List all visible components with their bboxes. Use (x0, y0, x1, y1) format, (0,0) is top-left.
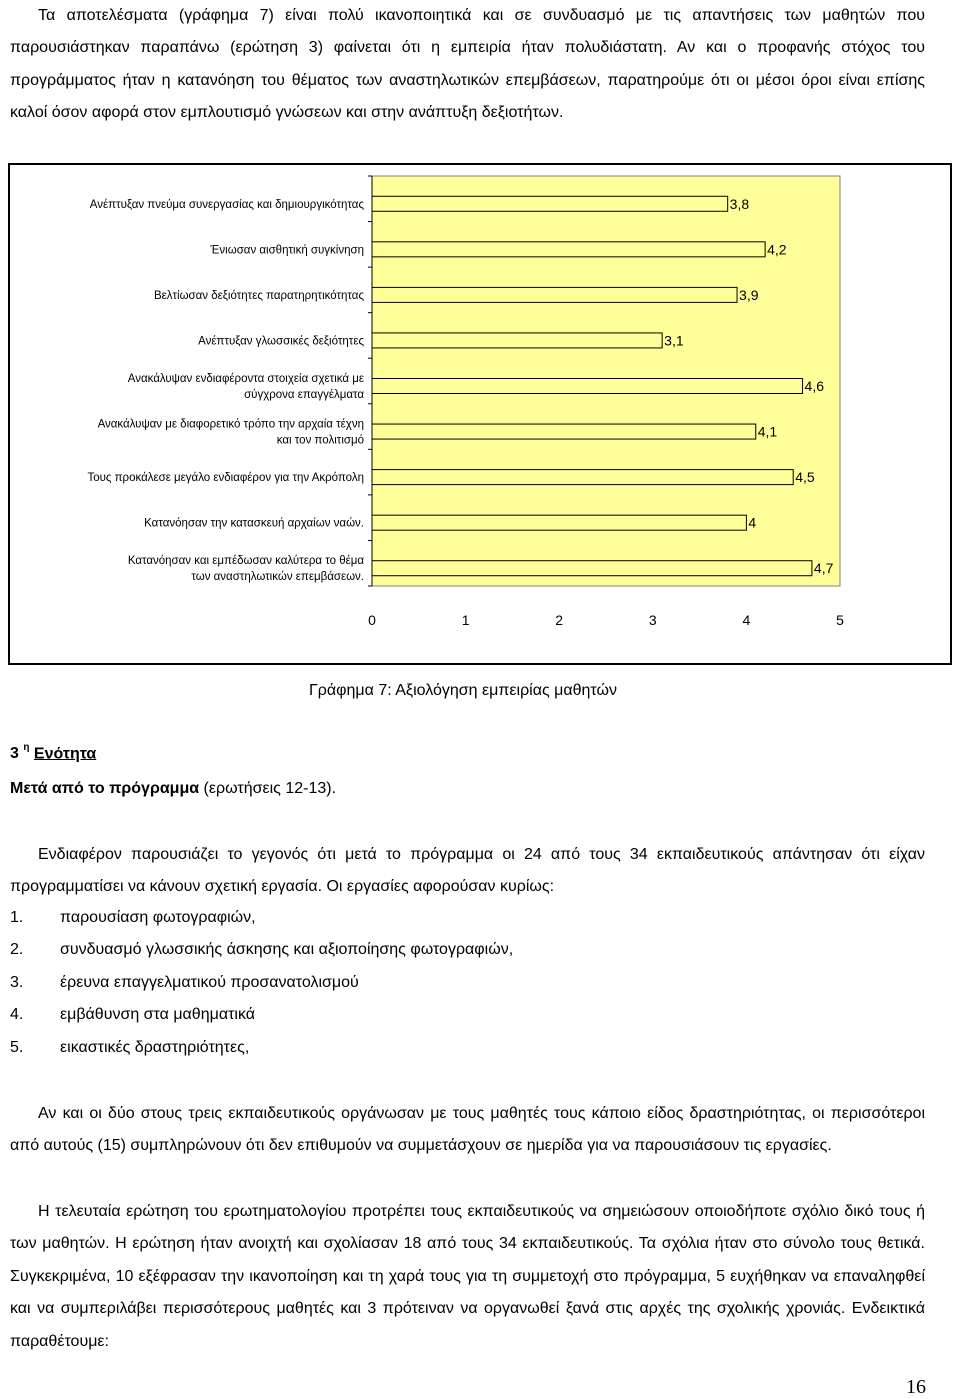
paragraph-3: Αν και οι δύο στους τρεις εκπαιδευτικούς οργάνωσαν με τους μαθητές τους κάποιο είδος δραστηριότητας, οι περισσότεροι από αυτούς (15) συμπληρώνουν ότι δεν επιθυμούν να συμμετάσχουν σε ημερίδα για να παρουσιάσουν τις εργασίες. (10, 1105, 925, 1155)
activities-list (10, 902, 513, 1064)
bar (372, 333, 662, 348)
x-tick-label: 2 (555, 612, 564, 628)
sub-heading-rest: (ερωτήσεις 12-13). (203, 780, 337, 797)
page-number: 16 (906, 1376, 926, 1398)
section-number: 3 (10, 745, 19, 763)
category-label: Ένιωσαν αισθητική συγκίνηση (210, 244, 364, 257)
bar-value-label: 4 (748, 514, 757, 531)
bar-chart (10, 165, 950, 663)
x-tick-label: 1 (461, 612, 470, 628)
sub-heading-bold: Μετά από το πρόγραμμα (10, 780, 200, 797)
intro-paragraph: Τα αποτελέσματα (γράφημα 7) είναι πολύ ικανοποιητικά και σε συνδυασμό με τις απαντήσεις των μαθητών που παρουσιάστηκαν παραπάνω (ερώτηση 3) φαίνεται ότι η εμπειρία ήταν πολυδιάστατη. Αν και ο προφανής στόχος του προγράμματος ήταν η κατανόηση του θέματος των αναστηλωτικών επεμβάσεων, παρατηρούμε ότι οι μέσοι όροι είναι επίσης καλοί όσον αφορά στον εμπλουτισμό γνώσεων και στην ανάπτυξη δεξιοτήτων. (10, 7, 925, 122)
x-tick-label: 4 (742, 612, 751, 628)
sub-heading (10, 780, 336, 798)
list-item: 2. συνδυασμό γλωσσικής άσκησης και αξιοποίησης φωτογραφιών, (10, 941, 514, 959)
bar-value-label: 4,1 (757, 423, 778, 440)
category-label: Ανακάλυψαν με διαφορετικό τρόπο την αρχαία τέχνη και τον πολιτισμό (97, 418, 364, 447)
bar (372, 196, 728, 211)
bar (372, 242, 765, 257)
list-item: 3. έρευνα επαγγελματικού προσανατολισμού (10, 973, 359, 991)
list-item: 4. εμβάθυνση στα μαθηματικά (10, 1006, 255, 1024)
bar-value-label: 4,6 (804, 378, 825, 394)
list-item: 1. παρουσίαση φωτογραφιών, (10, 909, 256, 926)
bar (372, 287, 737, 302)
x-tick-label: 0 (368, 612, 376, 628)
section-heading (10, 744, 96, 763)
x-tick-label: 5 (836, 612, 844, 628)
chart-frame (8, 163, 952, 665)
bar (372, 561, 812, 576)
category-label: Ανέπτυξαν γλωσσικές δεξιότητες (198, 335, 364, 348)
bar (372, 515, 746, 530)
section-title: Ενότητα (33, 745, 97, 763)
category-label: Κατανόησαν την κατασκευή αρχαίων ναών. (144, 517, 364, 530)
section-superscript: η (23, 742, 30, 753)
bar-value-label: 4,7 (813, 560, 834, 577)
x-tick-label: 3 (648, 612, 657, 628)
category-label: Τους προκάλεσε μεγάλο ενδιαφέρον για την Ακρόπολη (87, 472, 364, 485)
bar-value-label: 3,8 (729, 195, 750, 212)
figure-caption: Γράφημα 7: Αξιολόγηση εμπειρίας μαθητών (308, 682, 617, 699)
bar (372, 379, 803, 394)
bar-value-label: 3,1 (664, 332, 684, 349)
bar-value-label: 4,2 (767, 241, 787, 258)
bar (372, 470, 793, 485)
bar-value-label: 3,9 (739, 286, 759, 303)
paragraph-4: Η τελευταία ερώτηση του ερωτηματολογίου προτρέπει τους εκπαιδευτικούς να σημειώσουν οποιοδήποτε σχόλιο δικό τους ή των μαθητών. Η ερώτηση ήταν ανοιχτή και σχολίασαν 18 από τους 34 εκπαιδευτικούς. Τα σχόλια ήταν στο σύνολο τους θετικά. Συγκεκριμένα, 10 εξέφρασαν την ικανοποίηση και τη χαρά τους για τη συμμετοχή στο πρόγραμμα, 5 ευχήθηκαν να επαναληφθεί και να συμπεριλάβει περισσότερους μαθητές και 3 πρότειναν να οργανωθεί ξανά στις αρχές της σχολικής χρονιάς. Ενδεικτικά παραθέτουμε: (10, 1203, 925, 1350)
bar (372, 424, 756, 439)
category-label: Ανέπτυξαν πνεύμα συνεργασίας και δημιουργικότητας (89, 198, 364, 211)
paragraph-2: Ενδιαφέρον παρουσιάζει το γεγονός ότι μετά το πρόγραμμα οι 24 από τους 34 εκπαιδευτικούς απάντησαν ότι είχαν προγραμματίσει να κάνουν σχετική εργασία. Οι εργασίες αφορούσαν κυρίως: (10, 846, 925, 896)
list-item: 5. εικαστικές δραστηριότητες, (10, 1038, 250, 1056)
bar-value-label: 4,5 (795, 469, 815, 486)
category-label: Ανακάλυψαν ενδιαφέροντα στοιχεία σχετικά με σύγχρονα επαγγέλματα (127, 373, 364, 401)
category-label: Βελτίωσαν δεξιότητες παρατηρητικότητας (153, 289, 364, 302)
category-label: Κατανόησαν και εμπέδωσαν καλύτερα το θέμα των αναστηλωτικών επεμβάσεων. (127, 555, 364, 584)
